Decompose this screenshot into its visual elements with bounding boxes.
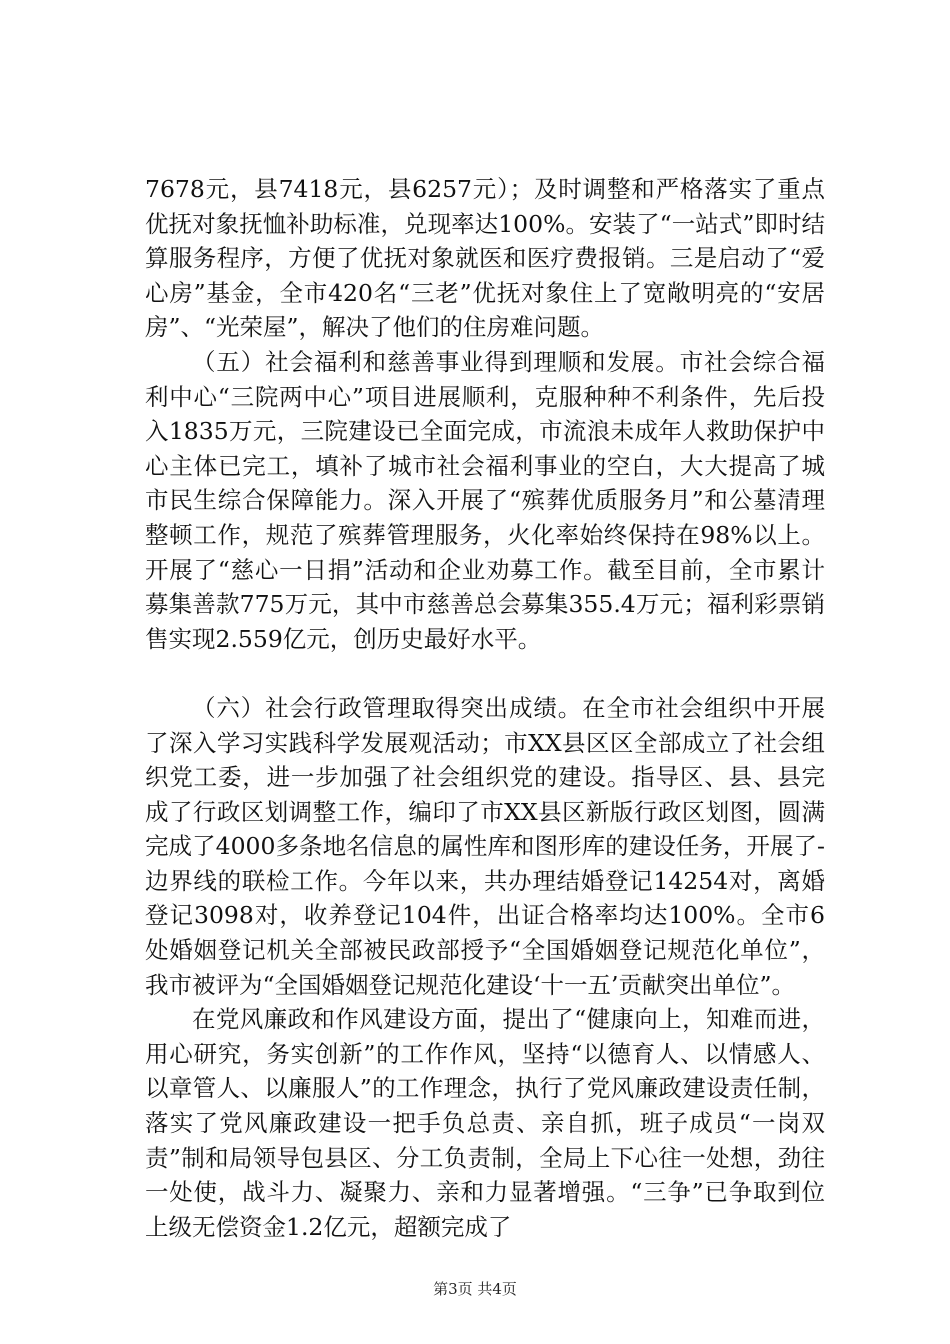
paragraph-social-administration: （六）社会行政管理取得突出成绩。在全市社会组织中开展了深入学习实践科学发展观活动；市XX县区区全部成立了社会组织党工委，进一步加强了社会组织党的建设。指导区、县、县完成了行政区划调整工作，编印了市XX县区新版行政区划图，圆满完成了4000多条地名信息的属性库和图形库的建设任务，开展了-边界线的联检工作。今年以来，共办理结婚登记14254对，离婚登记3098对，收养登记104件，出证合格率均达100%。全市6处婚姻登记机关全部被民政部授予“全国婚姻登记规范化单位”，我市被评为“全国婚姻登记规范化建设‘十一五’贡献突出单位”。 (145, 693, 825, 999)
paragraph-party-conduct: 在党风廉政和作风建设方面，提出了“健康向上，知难而进，用心研究，务实创新”的工作作风，坚持“以德育人、以情感人、以章管人、以廉服人”的工作理念，执行了党风廉政建设责任制，落实了党风廉政建设一把手负总责、亲自抓，班子成员“一岗双责”制和局领导包县区、分工负责制，全局上下心往一处想，劲往一处使，战斗力、凝聚力、亲和力显著增强。“三争”已争取到位上级无偿资金1.2亿元，超额完成了 (145, 1005, 825, 1241)
paragraph-social-welfare: （五）社会福利和慈善事业得到理顺和发展。市社会综合福利中心“三院两中心”项目进展顺利，克服种种不利条件，先后投入1835万元，三院建设已全面完成，市流浪未成年人救助保护中心主体已完工，填补了城市社会福利事业的空白，大大提高了城市民生综合保障能力。深入开展了“殡葬优质服务月”和公墓清理整顿工作，规范了殡葬管理服务，火化率始终保持在98%以上。开展了“慈心一日捐”活动和企业劝募工作。截至目前，全市累计募集善款775万元，其中市慈善总会募集355.4万元；福利彩票销售实现2.559亿元，创历史最好水平。 (145, 347, 825, 653)
paragraph-continuation: 7678元，县7418元，县6257元）；及时调整和严格落实了重点优抚对象抚恤补助标准，兑现率达100%。安装了“一站式”即时结算服务程序，方便了优抚对象就医和医疗费报销。三是启动了“爱心房”基金，全市420名“三老”优抚对象住上了宽敞明亮的“安居房”、“光荣屋”，解决了他们的住房难问题。 (145, 175, 825, 342)
page-number-footer: 第3页 共4页 (433, 1280, 517, 1298)
document-body (145, 172, 825, 1244)
